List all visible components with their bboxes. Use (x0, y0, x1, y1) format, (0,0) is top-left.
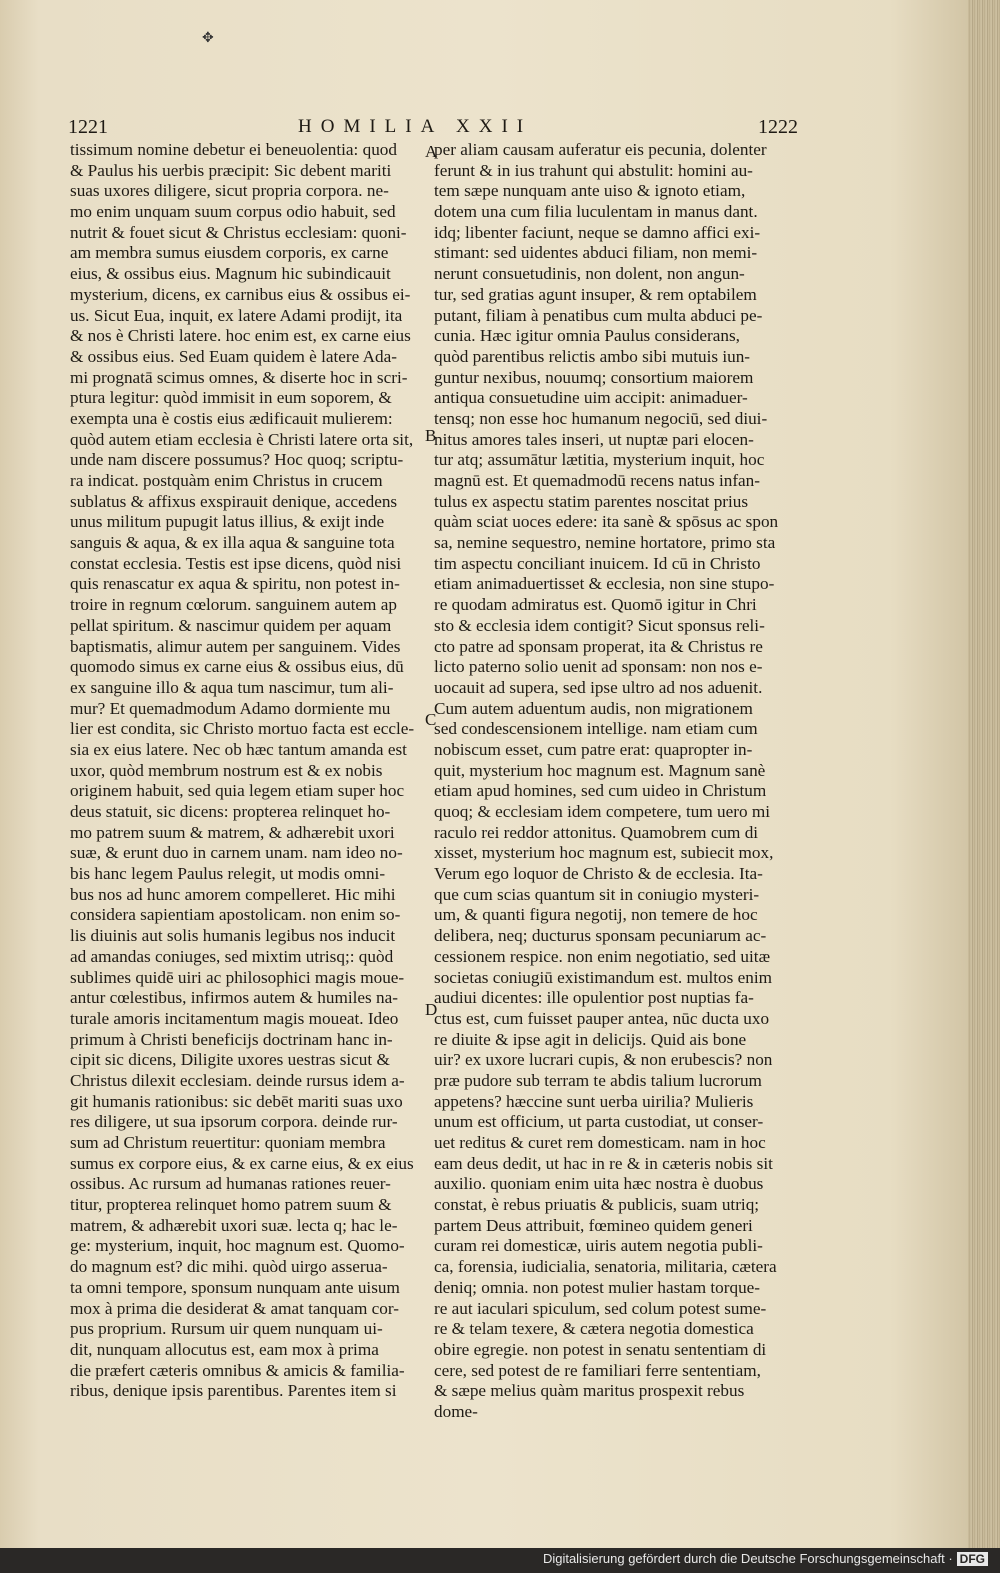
right-column (434, 140, 794, 1423)
text-line: ribus, denique ipsis parentibus. Parentes item si (70, 1381, 397, 1401)
text-line: us. Sicut Eua, inquit, ex latere Adami prodijt, ita (70, 305, 403, 325)
text-line: audiui dicentes: ille opulentior post nuptias fa- (434, 988, 754, 1008)
text-line: dome- (434, 1401, 478, 1421)
margin-marker-b: B (425, 426, 437, 445)
text-line: tissimum nomine debetur ei beneuolentia: quod (70, 140, 397, 159)
text-line: mo enim unquam suum corpus odio habuit, sed (70, 202, 396, 222)
text-line: putant, filiam à penatibus cum multa abduci pe- (434, 305, 763, 325)
text-line: partem Deus attribuit, fœmineo quidem generi (434, 1215, 753, 1235)
text-line: mur? Et quemadmodum Adamo dormiente mu (70, 698, 391, 718)
text-line: Cum autem aduentum audis, non migrationem (434, 698, 753, 718)
text-line: re diuite & ipse agit in delicijs. Quid ais bone (434, 1029, 747, 1049)
text-line: tensq; non esse hoc humanum negociū, sed diui- (434, 408, 768, 428)
text-line: ra indicat. postquàm enim Christus in crucem (70, 471, 383, 490)
page-number-right: 1222 (758, 116, 798, 138)
text-line: tur, sed gratias agunt insuper, & rem optabilem (434, 284, 757, 304)
text-line: eam deus dedit, ut hac in re & in cæteris nobis sit (434, 1153, 773, 1173)
text-line: git humanis rationibus: sic debēt mariti suas uxo (70, 1091, 403, 1111)
text-line: antiqua consuetudine uim accipit: animaduer- (434, 388, 748, 408)
text-line: bis hanc legem Paulus relegit, ut modis omni- (70, 864, 386, 884)
text-line: bus nos ad hunc amorem compelleret. Hic mihi (70, 884, 396, 904)
text-line: ferunt & in ius trahunt qui abstulit: homini au- (434, 160, 753, 180)
text-line: raculo rei reddor attonitus. Quamobrem cum di (434, 822, 759, 842)
text-line: sublimes quidē uiri ac philosophici magis moue- (70, 967, 405, 987)
text-line: dotem una cum filia luculentam in manus dant. (434, 202, 758, 222)
text-line: præ pudore sub terram te abdis talium lucrorum (434, 1070, 762, 1090)
text-line: constat, è rebus priuatis & publicis, suam utriq; (434, 1195, 760, 1215)
text-line: turale amoris incitamentum magis moueat. Ideo (70, 1008, 399, 1028)
text-line: sum ad Christum reuertitur: quoniam membra (70, 1133, 386, 1152)
text-line: quàm sciat uoces edere: ita sanè & spōsus ac spon (434, 512, 779, 532)
text-line: unde nam discere possumus? Hoc quoq; scriptu- (70, 450, 404, 470)
text-line: mi prognatā scimus omnes, & diserte hoc in scri- (70, 367, 408, 387)
text-line: tim aspectu conciliant inuicem. Id cū in Christo (434, 553, 761, 573)
text-line: mysterium, dicens, ex carnibus eius & ossibus ei- (70, 284, 411, 304)
text-line: am membra sumus eiusdem corporis, ex carne (70, 243, 389, 263)
text-line: guntur nexibus, nouumq; consortium maiorem (434, 367, 754, 387)
text-line: cessionem respice. non enim negotiatio, sed uitæ (434, 946, 771, 966)
text-line: & ossibus eius. Sed Euam quidem è latere Ada- (70, 346, 397, 366)
page-edge (968, 0, 1000, 1548)
text-line: quòd autem etiam ecclesia è Christi latere orta sit, (70, 429, 414, 449)
text-line: exempta una è costis eius ædificauit mulierem: (70, 408, 393, 428)
text-line: ad amandas coniuges, sed mixtim utrisq;: quòd (70, 946, 394, 966)
text-line: cunia. Hæc igitur omnia Paulus considerans, (434, 326, 740, 346)
text-line: uir? ex uxore lucrari cupis, & non erubescis? non (434, 1050, 773, 1070)
text-line: sa, nemine sequestro, nemine hortatore, primo sta (434, 533, 776, 553)
margin-marker-d: D (425, 1000, 438, 1019)
text-line: nitus amores tales inseri, ut nuptæ pari elocen- (434, 429, 754, 449)
text-line: ge: mysterium, inquit, hoc magnum est. Quomo- (70, 1236, 405, 1256)
text-line: um, & quanti figura negotij, non temere de hoc (434, 905, 758, 925)
text-line: nerunt consuetudinis, non dolent, non angun- (434, 264, 745, 284)
text-line: quòd parentibus relictis ambo sibi mutuis iun- (434, 346, 751, 366)
text-line: magnū est. Et quemadmodū recens natus infan- (434, 471, 760, 490)
text-line: sed condescensionem intellige. nam etiam cum (434, 719, 758, 739)
text-line: matrem, & adhærebit uxori suæ. lecta q; hac le- (70, 1215, 398, 1235)
text-line: Verum ego loquor de Christo & de ecclesia. Ita- (434, 864, 763, 884)
text-line: societas coniugiū existimandum est. multos enim (434, 967, 772, 987)
text-line: & nos è Christi latere. hoc enim est, ex carne eius (70, 326, 411, 346)
text-line: mox à prima die desiderat & amat tanquam cor- (70, 1298, 399, 1318)
text-line: sto & ecclesia idem contigit? Sicut sponsus reli- (434, 615, 765, 635)
text-line: nobiscum esset, cum patre erat: quapropter in- (434, 739, 753, 759)
text-line: Christus dilexit ecclesiam. deinde rursus idem a- (70, 1070, 405, 1090)
text-line: deus statuit, sic dicens: propterea relinquet ho- (70, 802, 391, 821)
text-line: lis diuinis aut solis humanis legibus nos inducit (70, 926, 396, 946)
text-line: etiam apud homines, sed cum uideo in Christum (434, 781, 767, 801)
text-line: que cum scias quantum sit in coniugio mysteri- (434, 884, 760, 904)
text-line: ta omni tempore, sponsum nunquam ante uisum (70, 1277, 400, 1297)
text-line: res diligere, ut sua ipsorum corpora. deinde rur- (70, 1112, 398, 1132)
text-line: quit, mysterium hoc magnum est. Magnum sanè (434, 760, 766, 780)
text-line: idq; libenter faciunt, neque se damno affici exi- (434, 222, 761, 242)
text-line: re quodam admiratus est. Quomō igitur in Chri (434, 595, 757, 615)
text-line: pus proprium. Rursum uir quem nunquam ui- (70, 1319, 383, 1339)
text-line: uxor, quòd membrum nostrum est & ex nobis (70, 760, 383, 780)
text-line: quis renascatur ex aqua & spiritu, non potest in- (70, 574, 400, 594)
text-line: per aliam causam auferatur eis pecunia, dolenter (434, 140, 767, 159)
text-line: quomodo simus ex carne eius & ossibus eius, dū (70, 657, 404, 677)
text-line: antur cœlestibus, infirmos autem & humiles na- (70, 988, 398, 1008)
text-line: appetens? hæccine sunt uerba uirilia? Mulieris (434, 1091, 754, 1111)
text-line: constat ecclesia. Testis est ipse dicens, quòd nisi (70, 553, 402, 573)
text-line: & Paulus his uerbis præcipit: Sic debent mariti (70, 160, 392, 180)
margin-marker-a: A (425, 142, 438, 161)
text-line: sia ex eius latere. Nec ob hæc tantum amanda est (70, 739, 407, 759)
text-line: deniq; omnia. non potest mulier hastam torque- (434, 1277, 761, 1297)
text-line: originem habuit, sed quia legem etiam super hoc (70, 781, 405, 801)
text-line: cto patre ad sponsam properat, ita & Christus re (434, 636, 763, 656)
left-column (70, 140, 422, 1402)
text-line: primum à Christi beneficijs doctrinam hanc in- (70, 1029, 393, 1049)
text-line: xisset, mysterium hoc magnum est, subiecit mox, (434, 843, 774, 863)
text-line: tur atq; assumātur lætitia, mysterium inquit, hoc (434, 450, 765, 470)
text-line: considera sapientiam apostolicam. non enim so- (70, 905, 401, 925)
margin-marker-c: C (425, 710, 437, 729)
text-line: uocauit ad supera, sed ipse ultro ad nos aduenit. (434, 677, 763, 697)
text-line: titur, propterea relinquet homo patrem suum & (70, 1195, 392, 1215)
text-line: ctus est, cum fuisset pauper antea, nūc ducta uxo (434, 1008, 770, 1028)
ornament-icon: ✥ (202, 31, 214, 46)
footer-text: Digitalisierung gefördert durch die Deutsche Forschungsgemeinschaft · (542, 1551, 953, 1566)
text-line: mo patrem suum & matrem, & adhærebit uxori (70, 822, 395, 842)
text-line: die præfert cæteris omnibus & amicis & familia- (70, 1360, 405, 1380)
text-line: tem sæpe nunquam ante uiso & ignoto etiam, (434, 181, 746, 201)
text-line: ossibus. Ac rursum ad humanas rationes reuer- (70, 1174, 391, 1194)
text-line: ex sanguine illo & aqua tum nascimur, tum ali- (70, 677, 394, 697)
text-line: do magnum est? dic mihi. quòd uirgo asserua- (70, 1257, 388, 1277)
text-line: ca, forensia, iudicialia, senatoria, militaria, cætera (434, 1257, 777, 1277)
text-line: nutrit & fouet sicut & Christus ecclesiam: quoni- (70, 222, 407, 242)
text-line: unus militum pupugit latus illius, & exijt inde (70, 512, 385, 532)
dfg-logo-icon: DFG (957, 1552, 988, 1566)
text-line: unum est officium, ut parta custodiat, ut conser- (434, 1112, 764, 1132)
text-line: auxilio. quoniam enim uita hæc nostra è duobus (434, 1174, 764, 1194)
text-line: baptismatis, alimur autem per sanguinem. Vides (70, 636, 401, 656)
text-line: suæ, & erunt duo in carnem unam. nam ideo no- (70, 843, 403, 863)
text-line: licto paterno solio uenit ad sponsam: non nos e- (434, 657, 763, 677)
page-number-left: 1221 (68, 116, 108, 138)
text-line: obire egregie. non potest in senatu sententiam di (434, 1339, 767, 1359)
text-line: & sæpe melius quàm maritus prospexit rebus (434, 1381, 745, 1401)
text-line: uet reditus & curet rem domesticam. nam in hoc (434, 1133, 766, 1152)
text-line: eius, & ossibus eius. Magnum hic subindicauit (70, 264, 391, 284)
text-line: curam rei domesticæ, uiris autem negotia publi- (434, 1236, 763, 1256)
page-header (68, 116, 798, 140)
text-line: delibera, neq; ducturus sponsam pecuniarum ac- (434, 926, 767, 946)
text-line: cipit sic dicens, Diligite uxores uestras sicut & (70, 1050, 390, 1070)
text-line: stimant: sed uidentes abduci filiam, non memi- (434, 243, 758, 263)
footer (543, 1551, 988, 1566)
text-line: dit, nunquam allocutus est, eam mox à prima (70, 1339, 379, 1359)
text-line: re & telam texere, & cætera negotia domestica (434, 1319, 754, 1339)
text-line: ptura legitur: quòd immisit in eum soporem, & (70, 388, 392, 408)
text-line: troire in regnum cœlorum. sanguinem autem ap (70, 595, 397, 615)
text-line: sublatus & affixus exspirauit denique, accedens (70, 491, 398, 511)
text-line: cere, sed potest de re familiari ferre sententiam, (434, 1360, 761, 1380)
text-line: sumus ex corpore eius, & ex carne eius, & ex eius (70, 1153, 414, 1173)
text-line: lier est condita, sic Christo mortuo facta est eccle- (70, 719, 415, 739)
text-line: sanguis & aqua, & ex illa aqua & sanguine tota (70, 533, 395, 553)
running-head: HOMILIA XXII (298, 116, 533, 137)
text-line: re aut iaculari spiculum, sed colum potest sume- (434, 1298, 767, 1318)
text-line: etiam animaduertisset & ecclesia, non sine stupo- (434, 574, 775, 594)
text-line: quoq; & ecclesiam idem competere, tum uero mi (434, 802, 771, 821)
text-line: pellat spiritum. & nascimur quidem per aquam (70, 615, 392, 635)
text-line: tulus ex aspectu statim parentes noscitat prius (434, 491, 749, 511)
text-line: suas uxores diligere, sicut propria corpora. ne- (70, 181, 389, 201)
